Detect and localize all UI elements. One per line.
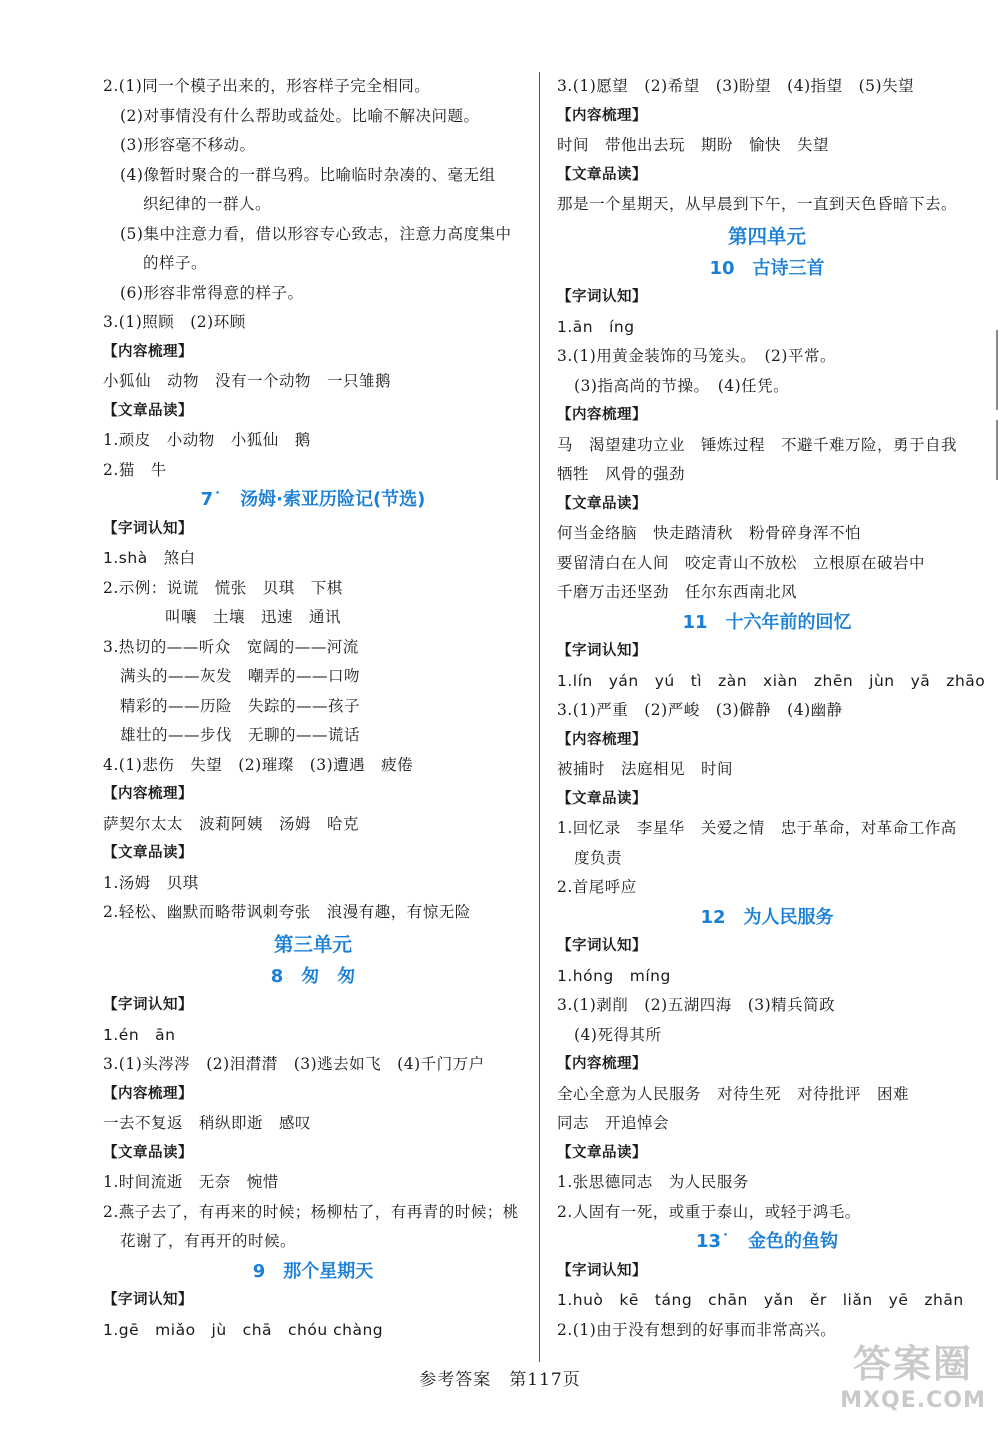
- answer-line: 2.人固有一死，或重于泰山，或轻于鸿毛。: [557, 1202, 861, 1221]
- section-label: 【文章品读】: [557, 790, 647, 807]
- answer-line: 1.时间流逝 无奈 惋惜: [103, 1173, 279, 1191]
- answer-line: (6)形容非常得意的样子。: [120, 283, 304, 302]
- unit-heading: 第四单元: [727, 224, 806, 248]
- answer-line: 1.张思德同志 为人民服务: [557, 1173, 749, 1191]
- answer-line: 4.(1)悲伤 失望 (2)璀璨 (3)遭遇 疲倦: [103, 755, 414, 774]
- answer-line: 1.hóng míng: [557, 966, 671, 985]
- lesson-number: 8: [270, 965, 284, 987]
- lesson-title-text: 匆 匆: [301, 965, 356, 987]
- answer-line: (4)像暂时聚合的一群乌鸦。比喻临时杂凑的、毫无组: [120, 165, 496, 184]
- answer-line: 1.ān íng: [557, 317, 635, 336]
- section-label: 【文章品读】: [103, 402, 193, 419]
- answer-line: 2.(1)由于没有想到的好事而非常高兴。: [557, 1320, 837, 1339]
- lesson-title: [103, 1257, 523, 1287]
- answer-line: 叫嚷 土壤 迅速 通讯: [165, 608, 342, 626]
- answer-line: 一去不复返 稍纵即逝 感叹: [103, 1114, 312, 1132]
- answer-line: 千磨万击还坚劲 任尔东西南北风: [557, 583, 798, 601]
- section-label: 【字词认知】: [557, 1262, 647, 1279]
- lesson-number: 13˙: [695, 1231, 731, 1252]
- lesson-title-text: 汤姆·索亚历险记(节选): [240, 489, 426, 510]
- watermark: [838, 1340, 988, 1418]
- answer-line: 织纪律的一群人。: [143, 195, 272, 213]
- answer-line: 小狐仙 动物 没有一个动物 一只雏鹅: [103, 372, 392, 390]
- answer-line: 精彩的——历险 失踪的——孩子: [120, 696, 361, 715]
- answer-line: 1.én ān: [103, 1025, 176, 1044]
- lesson-title: [557, 1227, 977, 1257]
- answer-line: 1.汤姆 贝琪: [103, 873, 199, 892]
- section-label: 【内容梳理】: [557, 407, 647, 423]
- section-label: 【内容梳理】: [557, 1056, 647, 1072]
- lesson-title: [557, 903, 977, 933]
- answer-line: (3)指高尚的节操。 (4)任凭。: [574, 376, 790, 395]
- column-divider: [539, 72, 540, 1362]
- lesson-number: 10: [709, 257, 735, 279]
- answer-line: 1.gē miǎo jù chā chóu chàng: [103, 1320, 384, 1339]
- answer-line: 度负责: [574, 848, 623, 867]
- answer-line: 2.轻松、幽默而略带讽刺夸张 浪漫有趣，有惊无险: [103, 903, 471, 921]
- answer-line: 要留清白在人间 咬定青山不放松 立根原在破岩中: [557, 553, 926, 572]
- lesson-title-text: 十六年前的回忆: [725, 611, 852, 633]
- answer-line: 3.热切的——听众 宽阔的——河流: [103, 637, 359, 656]
- lesson-number: 7˙: [200, 489, 223, 510]
- unit-heading: 第三单元: [273, 932, 352, 956]
- lesson-title-text: 那个星期天: [283, 1260, 374, 1282]
- answer-line: 3.(1)用黄金装饰的马笼头。 (2)平常。: [557, 347, 836, 365]
- lesson-title-text: 为人民服务: [743, 906, 834, 928]
- section-label: 【内容梳理】: [103, 1085, 193, 1102]
- lesson-title-text: 金色的鱼钩: [748, 1231, 839, 1252]
- section-label: 【字词认知】: [557, 938, 647, 954]
- answer-line: 2.(1)同一个模子出来的，形容样子完全相同。: [103, 77, 431, 95]
- section-label: 【文章品读】: [557, 166, 647, 183]
- answer-line: 牺牲 风骨的强劲: [557, 465, 686, 483]
- answer-line: 全心全意为人民服务 对待生死 对待批评 困难: [557, 1084, 910, 1103]
- answer-line: 1.shà 煞白: [103, 549, 196, 567]
- lesson-title: [557, 254, 977, 284]
- section-label: 【内容梳理】: [103, 786, 193, 802]
- section-label: 【内容梳理】: [557, 731, 647, 748]
- answer-line: 的样子。: [143, 254, 208, 272]
- answer-line: 3.(1)头涔涔 (2)泪潸潸 (3)逃去如飞 (4)千门万户: [103, 1055, 485, 1073]
- section-label: 【文章品读】: [557, 1144, 647, 1161]
- section-label: 【字词认知】: [103, 520, 193, 537]
- lesson-title: [103, 962, 523, 992]
- lesson-title: [103, 485, 523, 515]
- lesson-number: 9: [252, 1260, 266, 1282]
- answer-line: (3)形容毫不移动。: [120, 136, 256, 154]
- answer-line: 雄壮的——步伐 无聊的——谎话: [120, 726, 361, 744]
- section-label: 【字词认知】: [103, 1292, 193, 1308]
- lesson-number: 12: [700, 906, 726, 928]
- answer-line: 满头的——灰发 嘲弄的——口吻: [120, 667, 361, 685]
- answer-line: 1.huò kē táng chān yǎn ěr liǎn yē zhān: [557, 1291, 964, 1309]
- section-label: 【字词认知】: [103, 997, 193, 1013]
- section-label: 【字词认知】: [557, 643, 647, 659]
- answer-line: 3.(1)严重 (2)严峻 (3)僻静 (4)幽静: [557, 701, 843, 719]
- page-edge-mark: [982, 420, 998, 480]
- watermark-url: MXQE.COM: [840, 1388, 986, 1413]
- answer-line: (5)集中注意力看，借以形容专心致志，注意力高度集中: [120, 224, 512, 243]
- answer-line: 那是一个星期天，从早晨到下午，一直到天色昏暗下去。: [557, 195, 958, 213]
- answer-line: 萨契尔太太 波莉阿姨 汤姆 哈克: [103, 814, 360, 833]
- answer-line: 3.(1)愿望 (2)希望 (3)盼望 (4)指望 (5)失望: [557, 77, 915, 95]
- page-edge-mark: [982, 330, 998, 410]
- right-column: [557, 72, 986, 1345]
- answer-line: 2.猫 牛: [103, 460, 167, 479]
- page-footer: 参考答案 第117页: [419, 1370, 581, 1390]
- answer-line: 3.(1)照顾 (2)环顾: [103, 313, 246, 331]
- answer-line: 时间 带他出去玩 期盼 愉快 失望: [557, 136, 830, 154]
- answer-line: 1.回忆录 李星华 关爱之情 忠于革命，对革命工作高: [557, 819, 957, 837]
- lesson-title-text: 古诗三首: [752, 257, 825, 279]
- section-label: 【文章品读】: [103, 1144, 193, 1161]
- answer-line: 2.首尾呼应: [557, 878, 637, 896]
- lesson-title: [557, 608, 977, 638]
- section-label: 【内容梳理】: [557, 107, 647, 124]
- answer-line: (2)对事情没有什么帮助或益处。比喻不解决问题。: [120, 106, 480, 125]
- answer-line: 1.lín yán yú tì zàn xiàn zhēn jùn yā zhāo: [557, 671, 986, 690]
- answer-line: 同志 开追悼会: [557, 1114, 670, 1132]
- left-column: [103, 72, 523, 1345]
- lesson-number: 11: [682, 611, 708, 633]
- answer-line: 被捕时 法庭相见 时间: [557, 760, 734, 778]
- answer-line: 2.示例：说谎 慌张 贝琪 下棋: [103, 578, 343, 597]
- section-label: 【字词认知】: [557, 289, 647, 305]
- answer-line: 3.(1)剥削 (2)五湖四海 (3)精兵简政: [557, 996, 836, 1014]
- section-label: 【文章品读】: [557, 495, 647, 512]
- answer-line: 花谢了，有再开的时候。: [120, 1232, 297, 1250]
- watermark-logo-text: 答案圈: [852, 1342, 973, 1386]
- section-label: 【文章品读】: [103, 845, 193, 861]
- answer-line: 2.燕子去了，有再来的时候；杨柳枯了，有再青的时候；桃: [103, 1202, 519, 1221]
- section-label: 【内容梳理】: [103, 343, 193, 360]
- answer-line: 何当金络脑 快走踏清秋 粉骨碎身浑不怕: [557, 524, 862, 542]
- answer-line: 马 渴望建功立业 锤炼过程 不避千难万险，勇于自我: [557, 435, 958, 454]
- answer-line: 1.顽皮 小动物 小狐仙 鹅: [103, 431, 311, 449]
- answer-line: (4)死得其所: [574, 1025, 662, 1044]
